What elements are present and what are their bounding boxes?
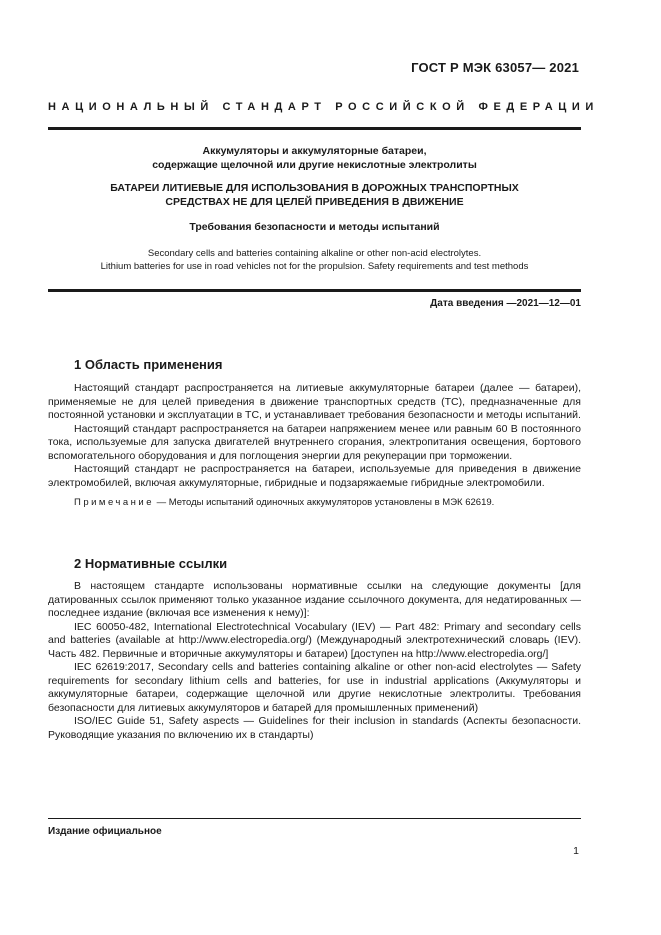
english-title-line: Lithium batteries for use in road vehicles not for the propulsion. Safety requirements and test methods	[100, 261, 529, 272]
english-title-line: Secondary cells and batteries containing alkaline or other non-acid electrolytes.	[147, 248, 482, 259]
title-line: БАТАРЕИ ЛИТИЕВЫЕ ДЛЯ ИСПОЛЬЗОВАНИЯ В ДОРОЖНЫХ ТРАНСПОРТНЫХ	[110, 182, 519, 194]
paragraph: Настоящий стандарт распространяется на литиевые аккумуляторные батареи (далее — батареи), применяемые не для целей приведения в движение транспортных средств (ТС), предназначенные для постоянной установки и эксплуатации в ТС, и устанавливает требования безопасности и методы испытаний.	[48, 382, 581, 421]
paragraph: В настоящем стандарте использованы нормативные ссылки на следующие документы [для датированных ссылок применяют только указанное издание ссылочного документа, для недатированных — последнее издание (включая все изменения к нему)]:	[48, 580, 581, 619]
note	[48, 496, 581, 510]
subtitle-line: Аккумуляторы и аккумуляторные батареи,	[202, 145, 427, 157]
paragraph: Настоящий стандарт не распространяется на батареи, используемые для приведения в движение электромобилей, включая аккумуляторные, гибридные и подзаряжаемые гибридные электромобили.	[48, 463, 581, 489]
subtitle-line: содержащие щелочной или другие некислотные электролиты	[152, 159, 477, 171]
section-1-body	[48, 382, 581, 510]
official-edition-label: Издание официальное	[48, 826, 162, 837]
paragraph: IEC 62619:2017, Secondary cells and batteries containing alkaline or other non-acid electrolytes — Safety requirements for secondary lithium cells and batteries, for use in industrial applications (Аккумуляторы и аккумуляторные батареи, содержащие щелочной или другие некислотные электролиты. Требования безопасности для литиевых аккумуляторов и батарей для промышленных применений)	[48, 661, 581, 714]
paragraph: IEC 60050-482, International Electrotechnical Vocabulary (IEV) — Part 482: Primary and secondary cells and batteries (available at http://www.electropedia.org/) (Международный электротехнический словарь (IEV). Часть 482. Первичные и вторичные аккумуляторы и батареи) [доступен на http://www.electropedia.org/]	[48, 620, 581, 660]
top-rule	[48, 127, 581, 130]
note-text: — Методы испытаний одиночных аккумуляторов установлены в МЭК 62619.	[154, 497, 495, 508]
paragraph: Настоящий стандарт распространяется на батареи напряжением менее или равным 60 В постоянного тока, используемые для запуска двигателей внутреннего сгорания, электропитания освещения, бортового вспомогательного оборудования и для поглощения энергии для рекуперации при торможении.	[48, 422, 581, 462]
national-standard-banner: НАЦИОНАЛЬНЫЙ СТАНДАРТ РОССИЙСКОЙ ФЕДЕРАЦИИ	[48, 101, 599, 113]
english-title	[48, 247, 581, 273]
section-2-body	[48, 580, 581, 742]
document-subtitle	[48, 144, 581, 172]
gost-code: ГОСТ Р МЭК 63057— 2021	[411, 60, 579, 75]
document-title	[48, 181, 581, 209]
paragraph: ISO/IEC Guide 51, Safety aspects — Guidelines for their inclusion in standards (Аспекты безопасности. Руководящие указания по включению их в стандарты)	[48, 715, 581, 741]
note-label: Примечание	[74, 497, 154, 508]
title-line: СРЕДСТВАХ НЕ ДЛЯ ЦЕЛЕЙ ПРИВЕДЕНИЯ В ДВИЖЕНИЕ	[165, 196, 464, 208]
page-number: 1	[573, 845, 579, 857]
requirements-subtitle: Требования безопасности и методы испытаний	[189, 221, 440, 233]
section-2-heading: 2 Нормативные ссылки	[74, 556, 228, 571]
section-1-heading: 1 Область применения	[74, 357, 223, 372]
introduction-date: Дата введения —2021—12—01	[430, 298, 581, 309]
footer-rule	[48, 818, 581, 819]
title-rule	[48, 289, 581, 292]
